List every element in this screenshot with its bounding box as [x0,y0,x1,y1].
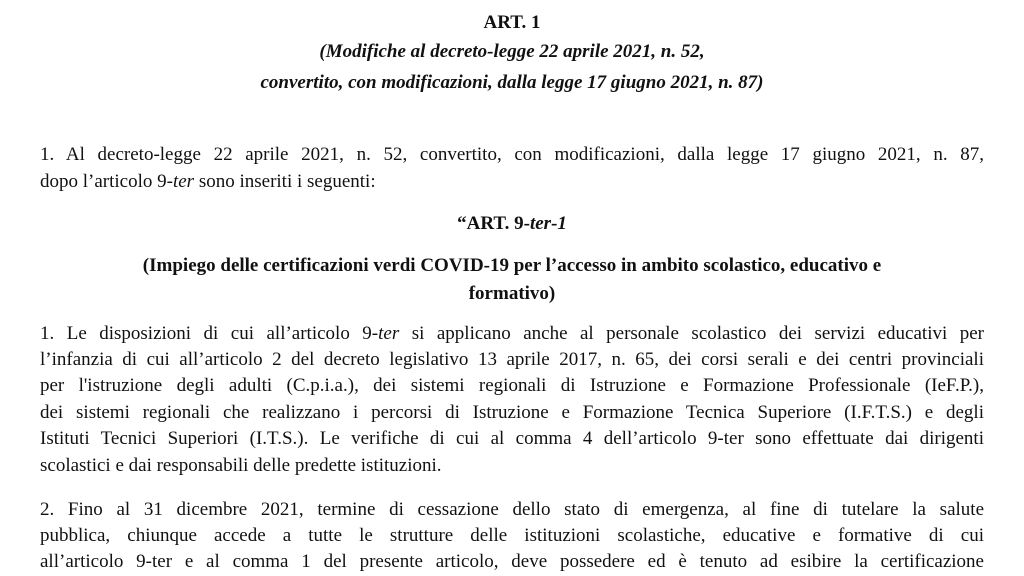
intro-line-1 [40,143,984,167]
paragraph-1-line-1-italic: ter [378,323,400,344]
paragraph-1-line-4-text: dei sistemi regionali che realizzano i percorsi di Istruzione e Formazione Tecnica Superiore (I.F.T.S.) e degli [40,402,984,423]
article-title [0,11,1024,35]
paragraph-2-line-3-text: all’articolo 9-ter e al comma 1 del presente articolo, deve possedere ed è tenuto ad esibire la certificazione [40,551,984,572]
new-article-heading [0,212,1024,236]
new-article-title-line-2 [0,282,1024,306]
paragraph-1-line-2 [40,348,984,372]
intro-line-2-text-a: dopo l’articolo 9- [40,171,173,192]
article-subtitle-line-2 [0,71,1024,95]
paragraph-1-line-5 [40,427,984,451]
new-article-title-line-1 [0,254,1024,278]
paragraph-2-line-3 [40,550,984,574]
new-article-heading-text: “ART. 9- [457,213,530,234]
paragraph-1-line-2-text: l’infanzia di cui all’articolo 2 del decreto legislativo 13 aprile 2017, n. 65, dei corsi serali e dei centri provinciali [40,349,984,370]
article-title-text: ART. 1 [483,12,541,33]
new-article-title-line-1-text: (Impiego delle certificazioni verdi COVID-19 per l’accesso in ambito scolastico, educativo e [142,255,882,276]
paragraph-2-line-2-text: pubblica, chiunque accede a tutte le strutture delle istituzioni scolastiche, educative e formative di cui [40,525,984,546]
paragraph-2-line-1-text: 2. Fino al 31 dicembre 2021, termine di cessazione dello stato di emergenza, al fine di tutelare la salute [40,499,984,520]
intro-line-2-text-b: sono inseriti i seguenti: [194,171,376,192]
paragraph-2-line-2 [40,524,984,548]
intro-line-2 [40,170,376,194]
paragraph-1-line-4 [40,401,984,425]
new-article-heading-italic: ter-1 [529,213,567,234]
paragraph-1-line-1 [40,322,984,346]
article-subtitle-line-1-text: (Modifiche al decreto-legge 22 aprile 2021, n. 52, [319,41,705,62]
paragraph-1-line-1-text-a: 1. Le disposizioni di cui all’articolo 9- [40,323,379,344]
paragraph-1-line-3 [40,374,984,398]
article-subtitle-line-2-text: convertito, con modificazioni, dalla legge 17 giugno 2021, n. 87) [260,72,764,93]
intro-line-2-italic: ter [172,171,195,192]
paragraph-2-line-1 [40,498,984,522]
paragraph-1-line-3-text: per l'istruzione degli adulti (C.p.i.a.), dei sistemi regionali di Istruzione e Formazione Professionale (IeF.P.), [40,375,984,396]
paragraph-1-line-6 [40,454,442,478]
intro-line-1-text: 1. Al decreto-legge 22 aprile 2021, n. 52, convertito, con modificazioni, dalla legge 17 giugno 2021, n. 87, [40,144,984,165]
new-article-title-line-2-text: formativo) [468,283,556,304]
article-subtitle-line-1 [0,40,1024,64]
paragraph-1-line-5-text: Istituti Tecnici Superiori (I.T.S.). Le verifiche di cui al comma 4 dell’articolo 9-ter sono effettuate dai dirigenti [40,428,984,449]
paragraph-1-line-6-text: scolastici e dai responsabili delle predette istituzioni. [40,455,442,476]
paragraph-1-line-1-text-b: si applicano anche al personale scolastico dei servizi educativi per [399,323,984,344]
